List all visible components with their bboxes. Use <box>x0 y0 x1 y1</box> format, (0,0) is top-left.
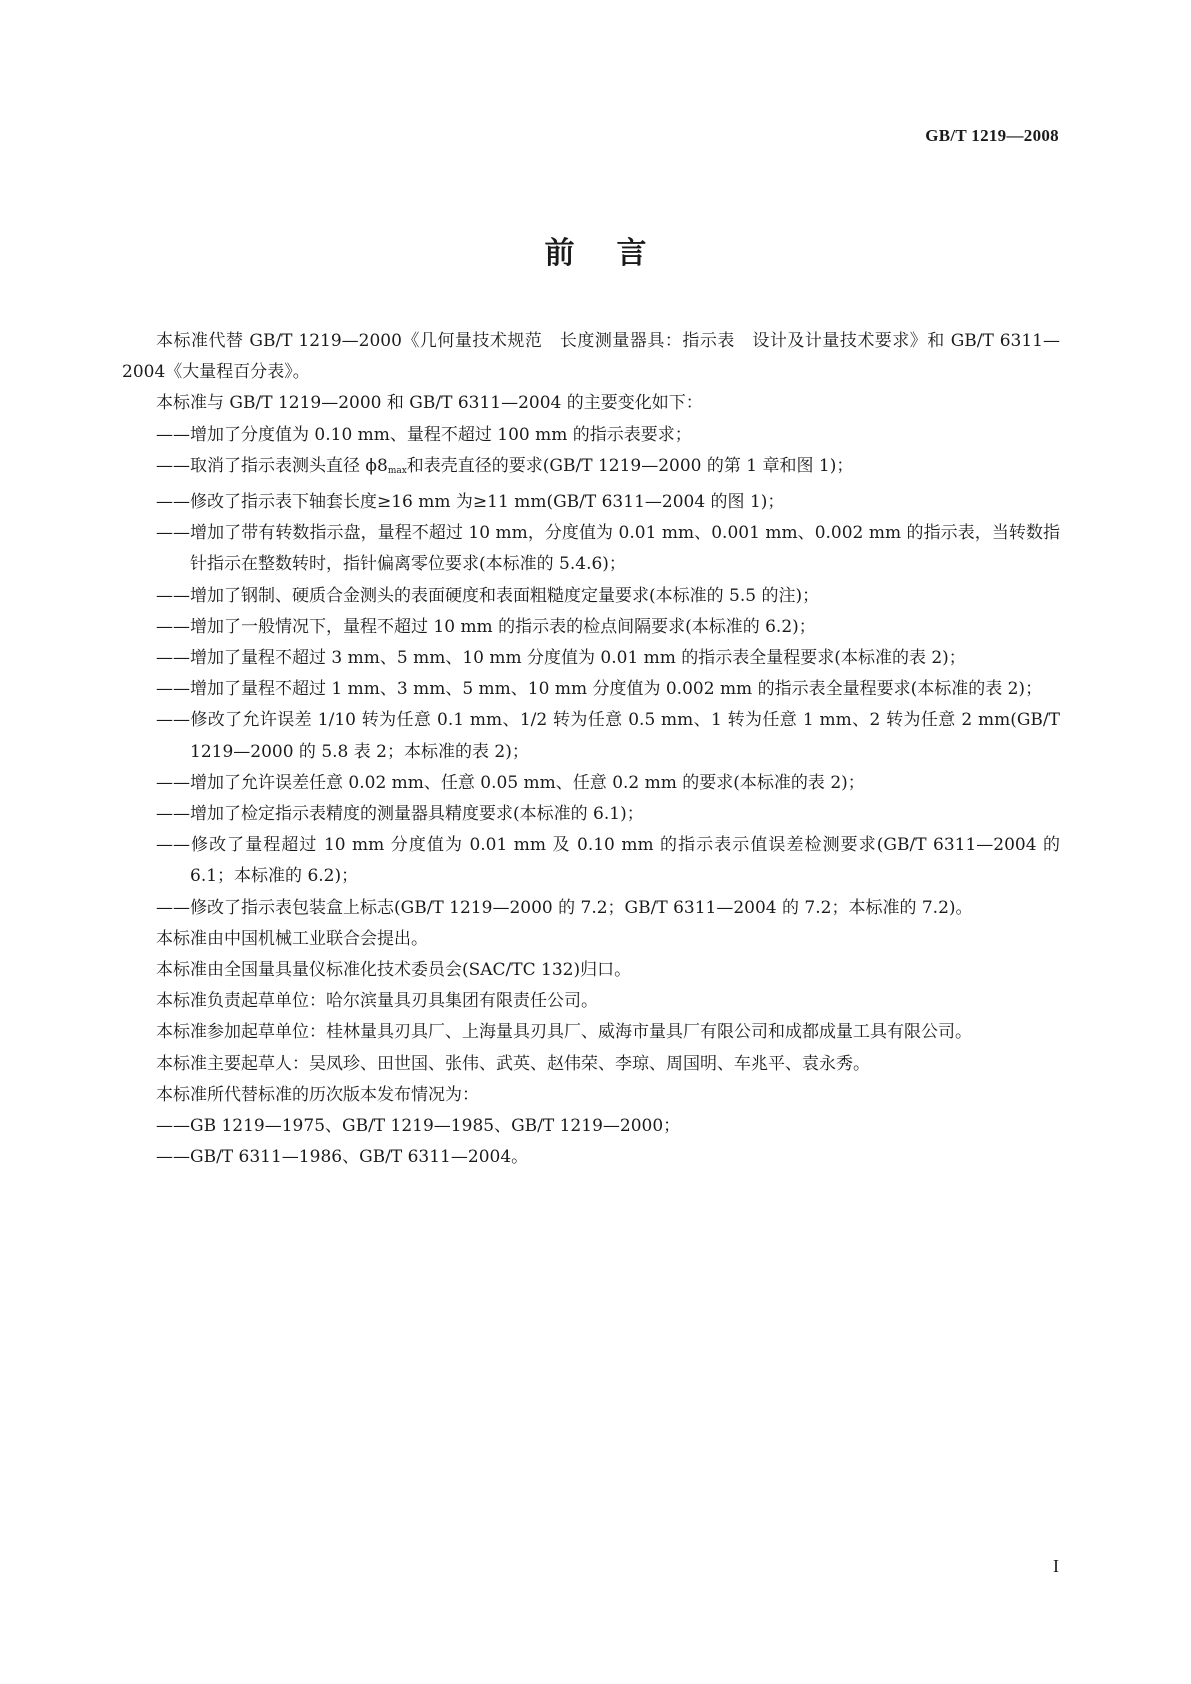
change-item: ——修改了指示表下轴套长度≥16 mm 为≥11 mm(GB/T 6311—2004 的图 1)； <box>156 492 785 513</box>
change-item: ——增加了分度值为 0.10 mm、量程不超过 100 mm 的指示表要求； <box>156 424 692 445</box>
foreword-paragraph: 本标准与 GB/T 1219—2000 和 GB/T 6311—2004 的主要变化如下： <box>156 393 703 414</box>
foreword-paragraph: 本标准所代替标准的历次版本发布情况为： <box>156 1084 479 1105</box>
foreword-paragraph: 本标准参加起草单位：桂林量具刃具厂、上海量具刃具厂、威海市量具厂有限公司和成都成量工具有限公司。 <box>156 1022 972 1043</box>
change-item <box>122 451 1060 487</box>
change-item: ——增加了允许误差任意 0.02 mm、任意 0.05 mm、任意 0.2 mm 的要求(本标准的表 2)； <box>156 772 865 793</box>
version-history-item: ——GB/T 6311—1986、GB/T 6311—2004。 <box>156 1147 529 1168</box>
change-item: ——增加了量程不超过 3 mm、5 mm、10 mm 分度值为 0.01 mm 的指示表全量程要求(本标准的表 2)； <box>156 648 966 669</box>
change-item-text: 和表壳直径的要求(GB/T 1219—2000 的第 1 章和图 1)； <box>406 455 854 476</box>
change-item: ——增加了检定指示表精度的测量器具精度要求(本标准的 6.1)； <box>156 804 644 825</box>
change-item: ——修改了量程超过 10 mm 分度值为 0.01 mm 及 0.10 mm 的指示表示值误差检测要求(GB/T 6311—2004 的 6.1；本标准的 6.2)； <box>156 835 1060 887</box>
page-number: I <box>1053 1556 1059 1576</box>
foreword-paragraph: 本标准负责起草单位：哈尔滨量具刃具集团有限责任公司。 <box>156 991 598 1012</box>
subscript-text: max <box>387 465 407 476</box>
foreword-paragraph: 本标准由中国机械工业联合会提出。 <box>156 928 428 949</box>
foreword-paragraph: 本标准主要起草人：吴凤珍、田世国、张伟、武英、赵伟荣、李琼、周国明、车兆平、袁永秀。 <box>156 1053 870 1074</box>
change-item: ——增加了带有转数指示盘，量程不超过 10 mm，分度值为 0.01 mm、0.001 mm、0.002 mm 的指示表，当转数指针指示在整数转时，指针偏离零位要求(本标准的 5.4.6)； <box>156 523 1060 575</box>
page-title: 前言 <box>544 236 689 271</box>
change-item: ——增加了一般情况下，量程不超过 10 mm 的指示表的检点间隔要求(本标准的 6.2)； <box>156 616 816 637</box>
standard-number: GB/T 1219—2008 <box>925 126 1059 145</box>
foreword-paragraph: 本标准代替 GB/T 1219—2000《几何量技术规范 长度测量器具：指示表 设计及计量技术要求》和 GB/T 6311—2004《大量程百分表》。 <box>122 331 1060 383</box>
change-item: ——修改了指示表包装盒上标志(GB/T 1219—2000 的 7.2；GB/T 6311—2004 的 7.2；本标准的 7.2)。 <box>156 897 973 918</box>
change-item: ——增加了量程不超过 1 mm、3 mm、5 mm、10 mm 分度值为 0.002 mm 的指示表全量程要求(本标准的表 2)； <box>156 679 1043 700</box>
foreword-paragraph: 本标准由全国量具量仪标准化技术委员会(SAC/TC 132)归口。 <box>156 960 632 981</box>
version-history-item: ——GB 1219—1975、GB/T 1219—1985、GB/T 1219—2000； <box>156 1116 681 1137</box>
change-item: ——增加了钢制、硬质合金测头的表面硬度和表面粗糙度定量要求(本标准的 5.5 的注)； <box>156 585 820 606</box>
foreword-body <box>122 326 1060 1173</box>
change-item: ——修改了允许误差 1/10 转为任意 0.1 mm、1/2 转为任意 0.5 mm、1 转为任意 1 mm、2 转为任意 2 mm(GB/T 1219—2000 的 5.8 表 2；本标准的表 2)； <box>156 710 1060 762</box>
change-item-text: ——取消了指示表测头直径 ϕ8 <box>156 455 388 476</box>
